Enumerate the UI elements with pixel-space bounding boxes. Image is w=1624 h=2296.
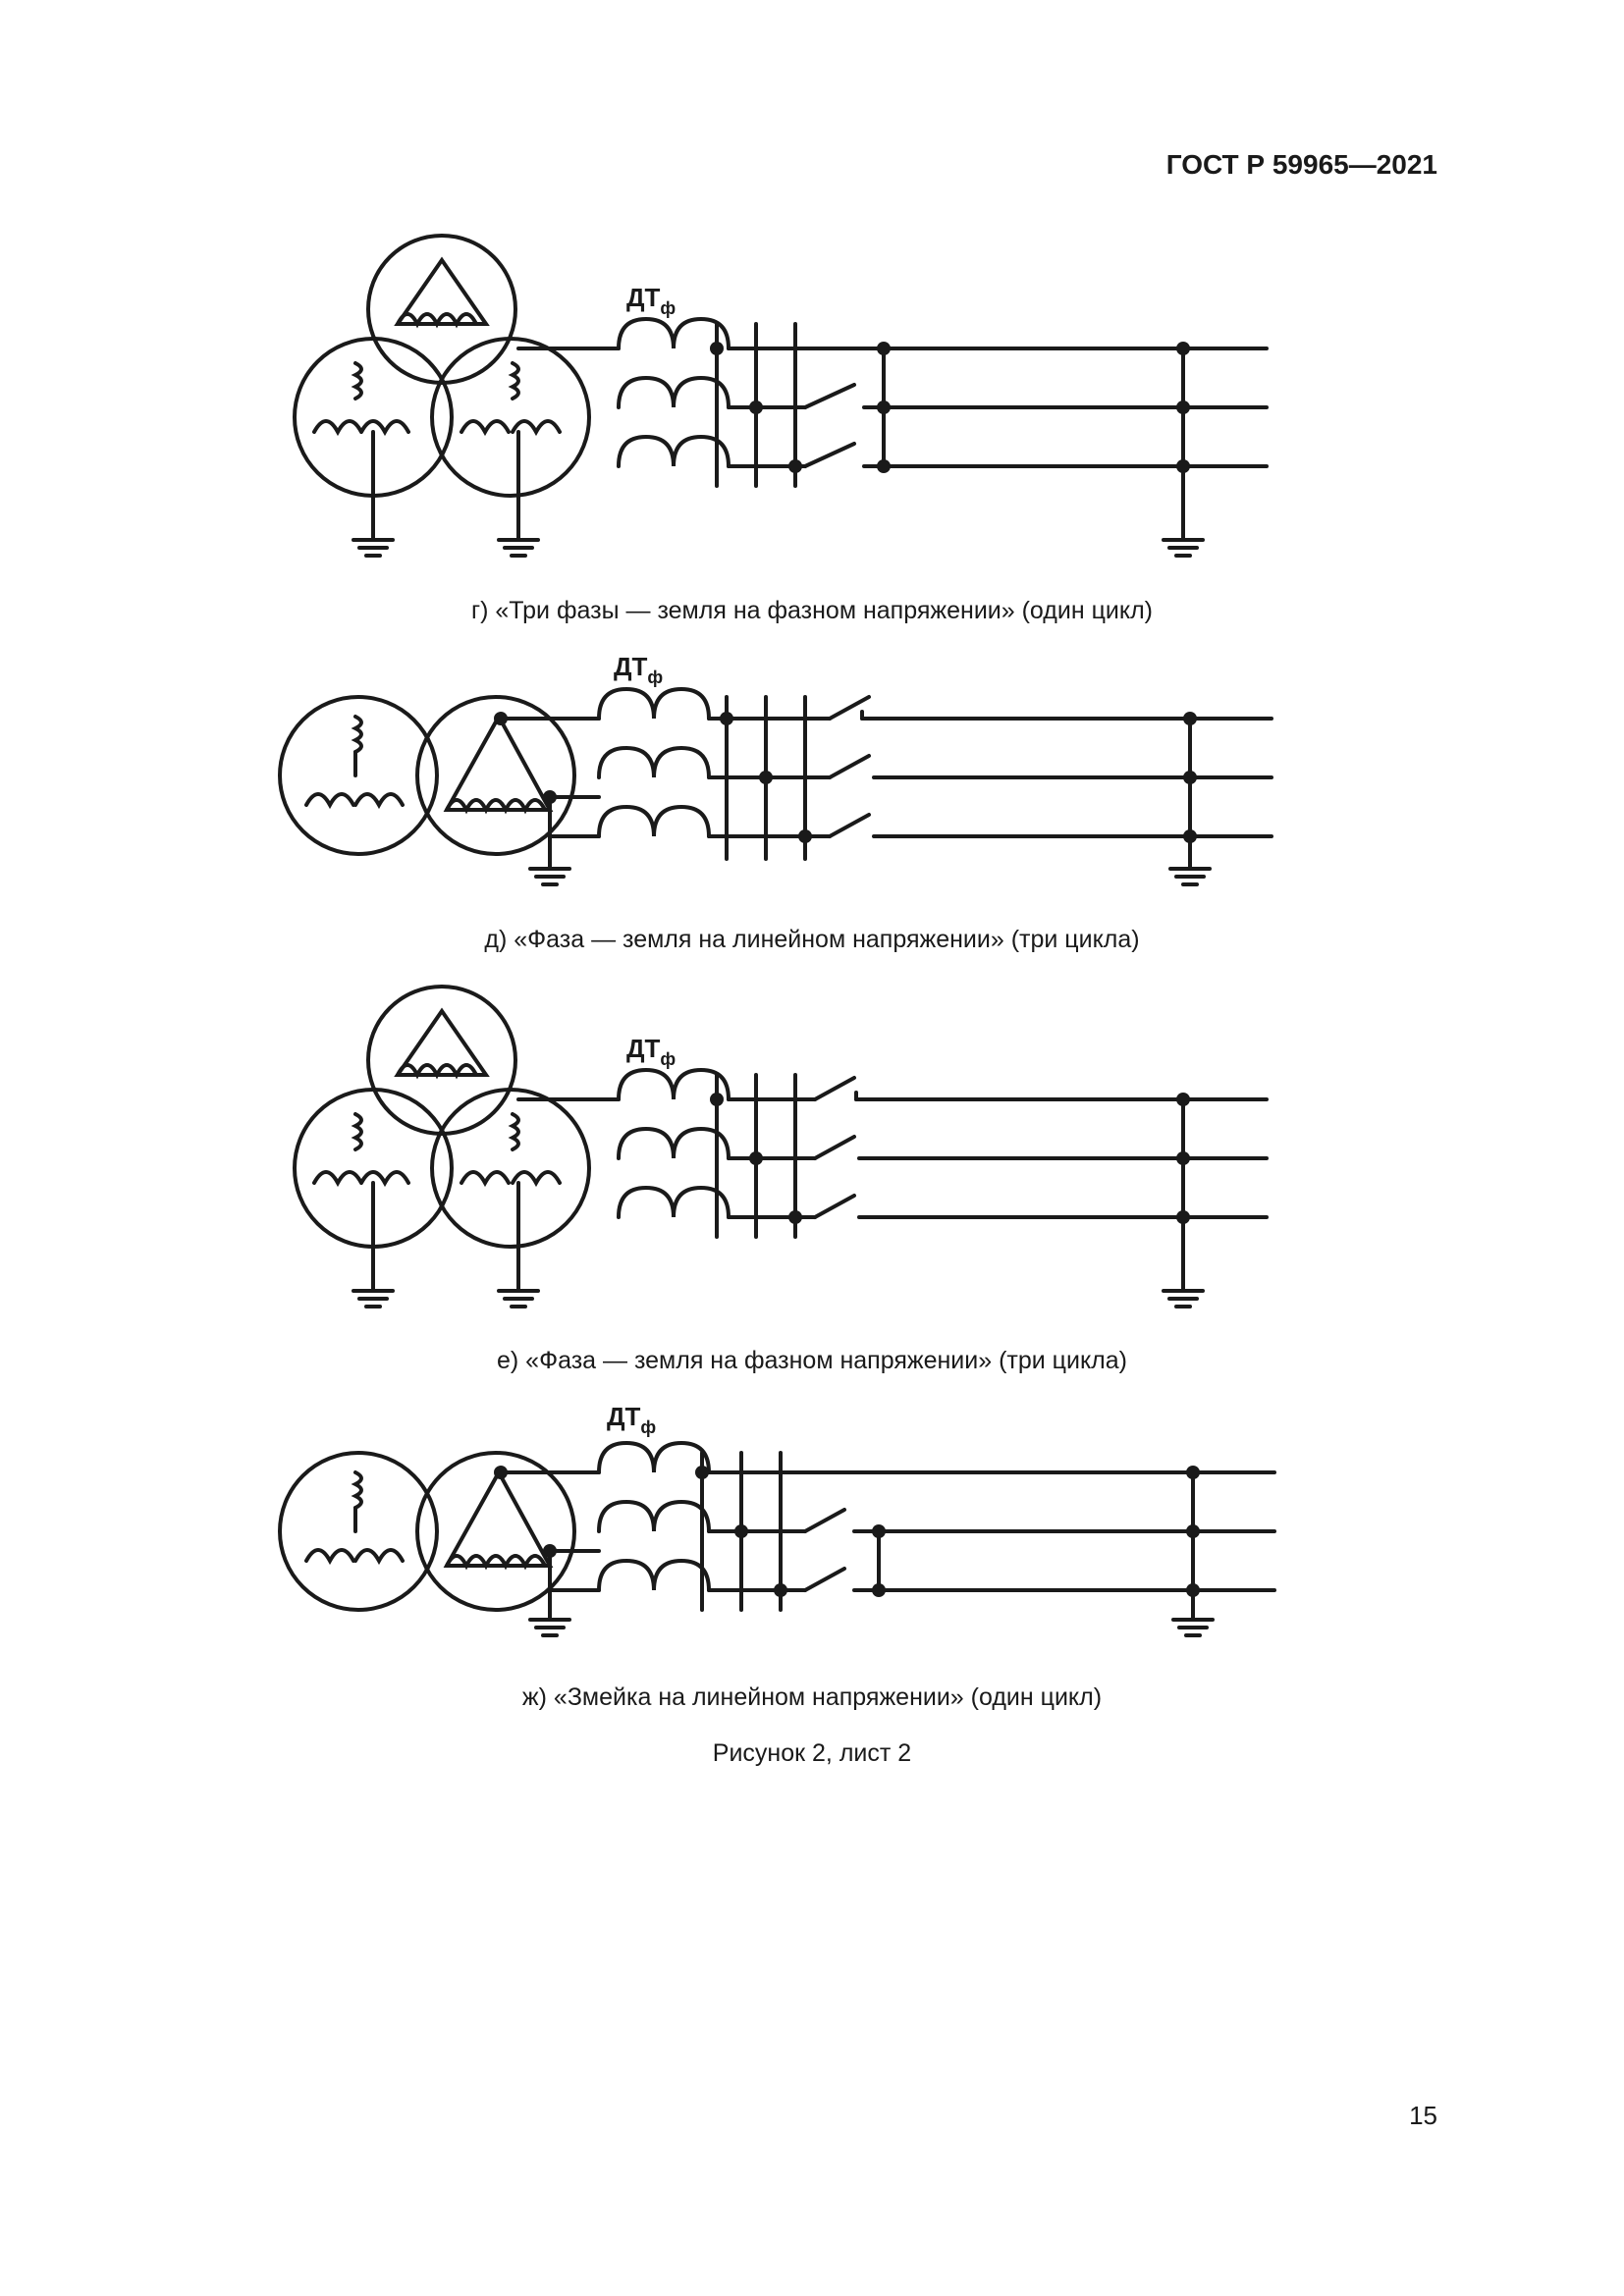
transformer-label: $ДТ_ф$ [626, 1034, 677, 1069]
figure-title: Рисунок 2, лист 2 [712, 1739, 912, 1767]
document-header: ГОСТ Р 59965—2021 [1165, 149, 1437, 180]
diagram-e [0, 967, 1624, 1320]
caption-d: д) «Фаза — земля на линейном напряжении» (три цикла) [484, 926, 1140, 953]
caption-e: е) «Фаза — земля на фазном напряжении» (три цикла) [497, 1347, 1127, 1374]
diagram-g [0, 216, 1624, 569]
caption-zh: ж) «Змейка на линейном напряжении» (один цикл) [521, 1683, 1103, 1711]
transformer-label: $ДТ_ф$ [614, 652, 664, 687]
transformer-label: $ДТ_ф$ [607, 1402, 657, 1437]
circuit-diagram-e [0, 967, 1624, 1320]
diagram-d [0, 648, 1624, 903]
caption-g: г) «Три фазы — земля на фазном напряжении» (один цикл) [470, 597, 1153, 624]
transformer-label: $ДТ_ф$ [626, 283, 677, 318]
circuit-diagram-zh [0, 1394, 1624, 1649]
page-number: 15 [1409, 2101, 1437, 2130]
diagram-zh [0, 1394, 1624, 1649]
circuit-diagram-d [0, 648, 1624, 903]
circuit-diagram-g [0, 216, 1624, 569]
